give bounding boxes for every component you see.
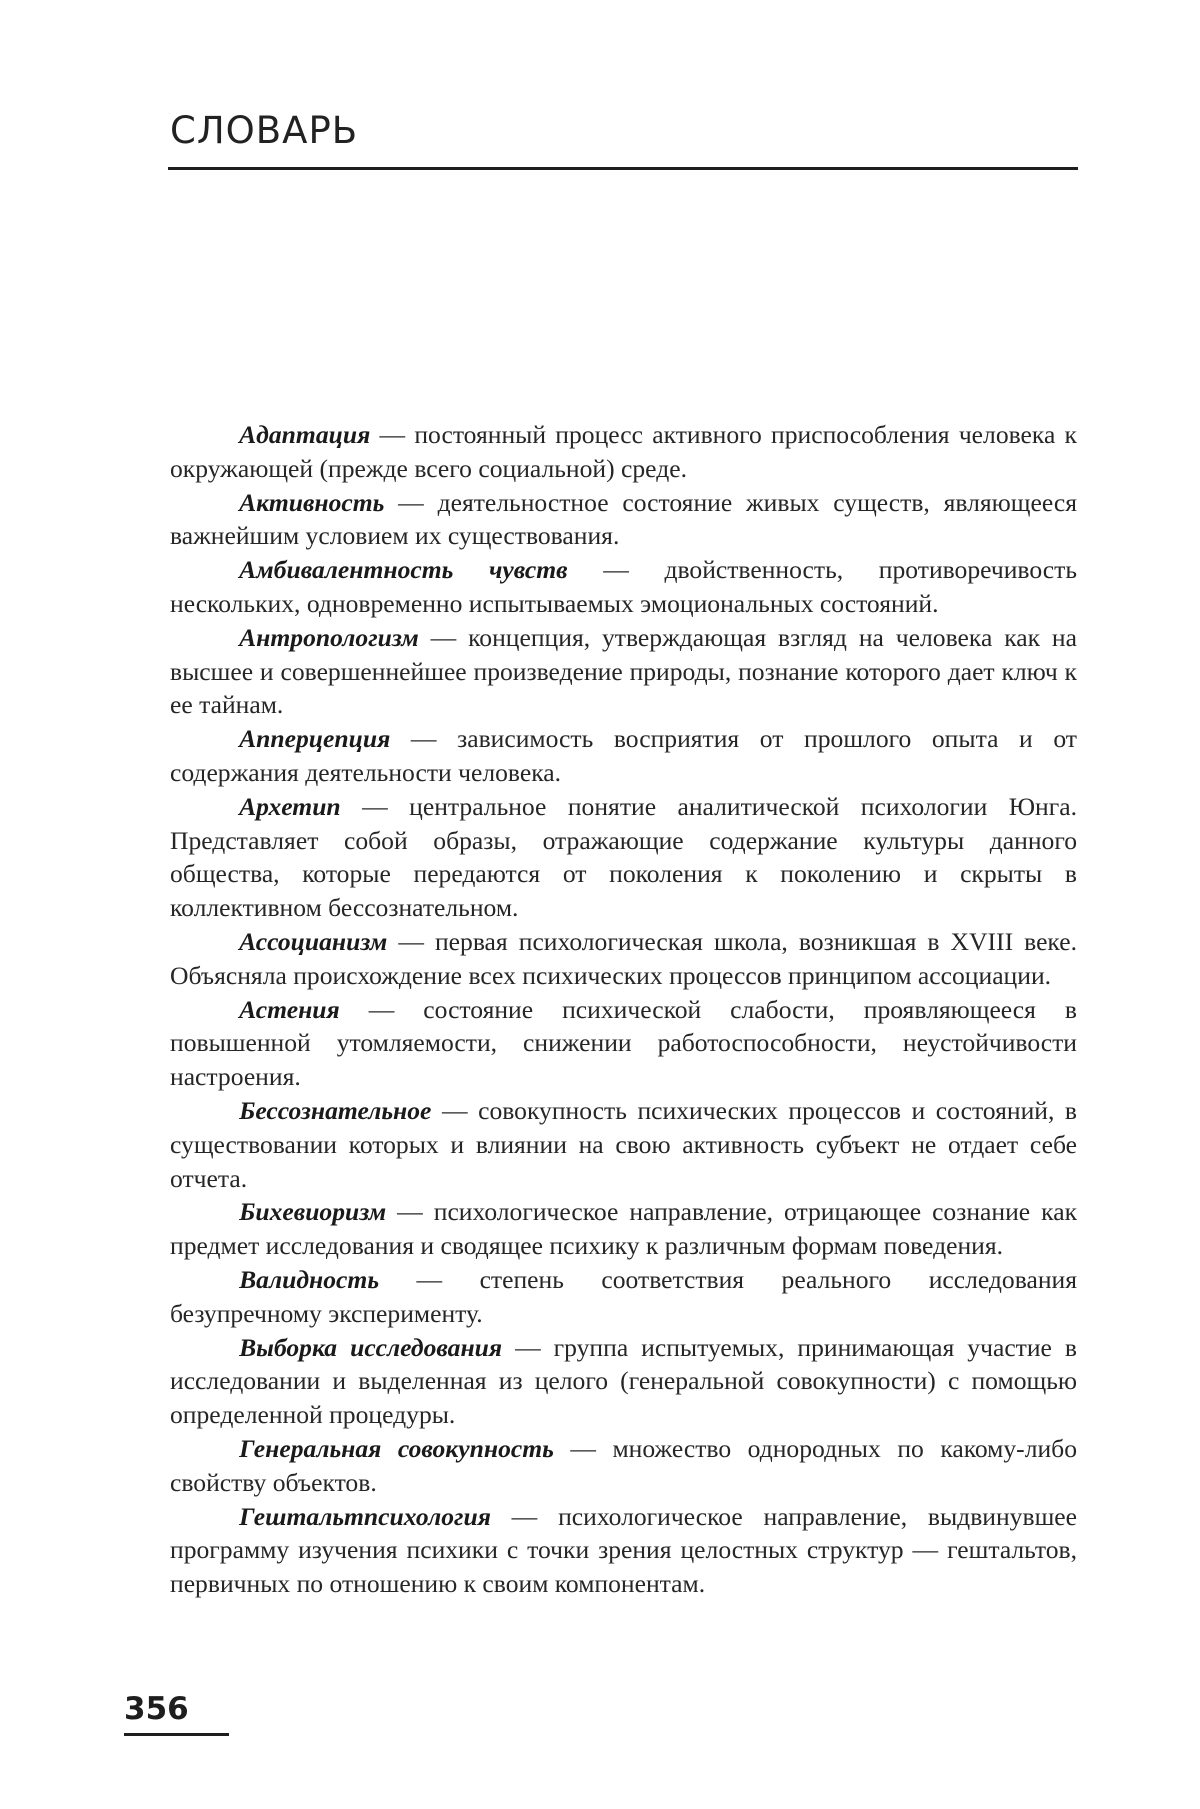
glossary-term: Адаптация [239, 420, 371, 449]
glossary-term: Астения [239, 994, 340, 1024]
glossary-definition: — психологическое направление, отрицающее сознание как предмет исследования и сводящее психику к различным формам поведения. [170, 1197, 1077, 1261]
glossary-definition: — центральное понятие аналитической психологии Юнга. Представляет собой образы, отражающие содержание культуры данного общества, которые передаются от поколения к поколению и скрыты в коллективном бессознательном. [170, 791, 1077, 923]
glossary-entry [170, 486, 1077, 554]
glossary-definition: — двойственность, противоречивость нескольких, одновременно испытываемых эмоциональных состояний. [170, 555, 1077, 618]
glossary-entry [170, 1263, 1077, 1331]
glossary-entry [170, 621, 1077, 722]
glossary-entry [170, 993, 1077, 1094]
glossary-entry [170, 722, 1077, 790]
glossary-definition: — состояние психической слабости, проявляющееся в повышенной утомляемости, снижении работоспособности, неустойчивости настроения. [170, 994, 1077, 1092]
glossary-term: Ассоцианизм [239, 926, 388, 956]
glossary-definition: — совокупность психических процессов и состояний, в существовании которых и влиянии на свою активность субъект не отдает себе отчета. [170, 1095, 1077, 1193]
glossary-entry [170, 1500, 1077, 1601]
glossary-term: Выборка исследования [239, 1332, 503, 1362]
glossary-definition: — концепция, утверждающая взгляд на человека как на высшее и совершеннейшее произведение природы, познание которого дает ключ к ее тайнам. [170, 622, 1077, 720]
glossary-term: Гештальтпсихология [239, 1501, 491, 1531]
glossary-term: Архетип [239, 791, 341, 821]
page-number: 356 [124, 1691, 189, 1727]
glossary-term: Апперцепция [239, 724, 391, 754]
glossary-entry [170, 418, 1077, 486]
page-title: СЛОВАРЬ [170, 109, 359, 152]
glossary-definition: — степень соответствия реального исследования безупречному эксперименту. [170, 1264, 1077, 1328]
glossary-entry [170, 553, 1077, 621]
glossary-entry [170, 1195, 1077, 1263]
page-footer [124, 1691, 229, 1736]
glossary-definition: — множество однородных по какому-либо свойству объектов. [170, 1433, 1077, 1497]
glossary-term: Валидность [239, 1264, 380, 1294]
glossary-term: Антропологизм [239, 622, 419, 652]
glossary-definition: — деятельностное состояние живых существ, являющееся важнейшим условием их существования. [170, 487, 1077, 551]
glossary [170, 418, 1077, 1601]
glossary-definition: — первая психологическая школа, возникшая в XVIII веке. Объясняла происхождение всех психических процессов принципом ассоциации. [170, 926, 1077, 990]
glossary-definition: — постоянный процесс активного приспособления человека к окружающей (прежде всего социальной) среде. [170, 420, 1077, 483]
glossary-entry [170, 790, 1077, 925]
glossary-term: Бессознательное [239, 1095, 432, 1125]
glossary-definition: — зависимость восприятия от прошлого опыта и от содержания деятельности человека. [170, 724, 1077, 787]
glossary-entry [170, 1094, 1077, 1195]
header-rule [168, 167, 1078, 170]
footer-rule [124, 1733, 229, 1736]
glossary-definition: — психологическое направление, выдвинувшее программу изучения психики с точки зрения целостных структур — гештальтов, первичных по отношению к своим компонентам. [170, 1501, 1077, 1599]
glossary-term: Бихевиоризм [239, 1197, 387, 1227]
glossary-entry [170, 925, 1077, 993]
glossary-definition: — группа испытуемых, принимающая участие в исследовании и выделенная из целого (генеральной совокупности) с помощью определенной процедуры. [170, 1332, 1078, 1430]
glossary-entry [170, 1331, 1077, 1432]
glossary-term: Амбивалентность чувств [239, 555, 568, 585]
glossary-term: Генеральная совокупность [239, 1433, 554, 1463]
glossary-entry [170, 1432, 1077, 1500]
page-header [168, 109, 1078, 170]
glossary-term: Активность [239, 487, 385, 517]
